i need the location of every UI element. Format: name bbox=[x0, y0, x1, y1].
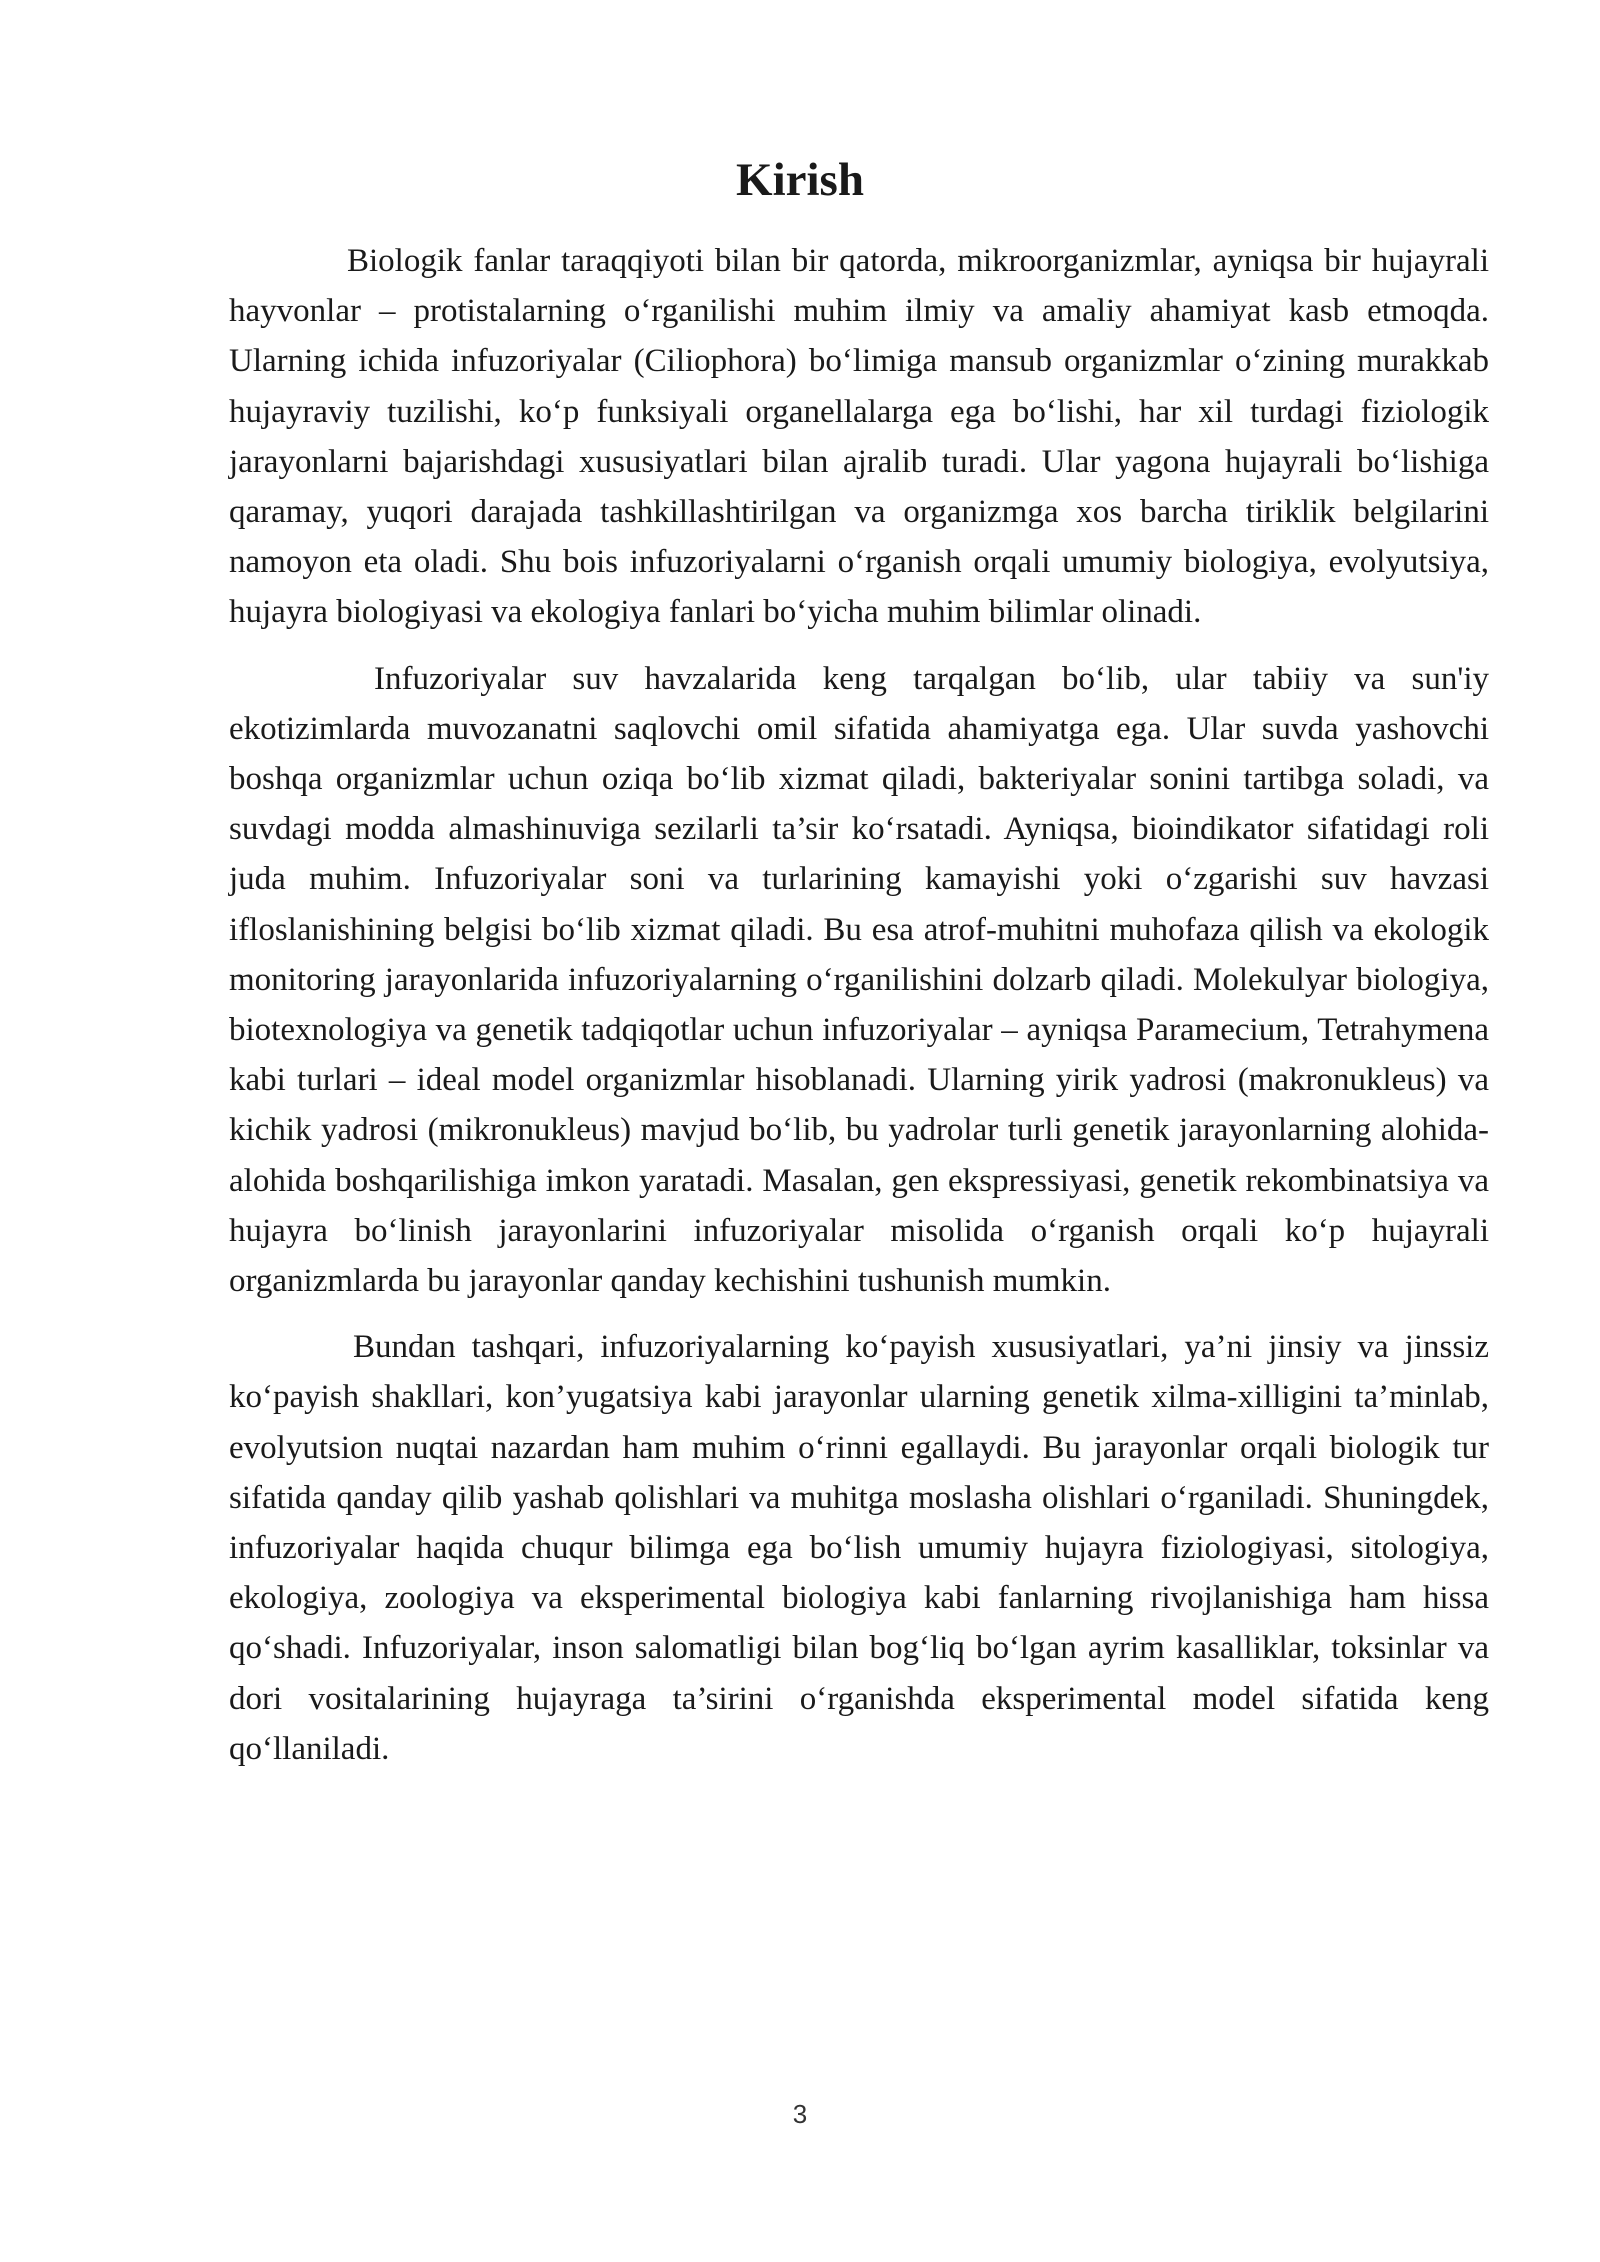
paragraph-2: Infuzoriyalar suv havzalarida keng tarqalgan bo‘lib, ular tabiiy va sun'iy ekotizimlarda muvozanatni saqlovchi omil sifatida ahamiyatga ega. Ular suvda yashovchi boshqa organizmlar uchun oziqa bo‘lib xizmat qiladi, bakteriyalar sonini tartibga soladi, va suvdagi modda almashinuviga sezilarli ta’sir ko‘rsatadi. Ayniqsa, bioindikator sifatidagi roli juda muhim. Infuzoriyalar soni va turlarining kamayishi yoki o‘zgarishi suv havzasi ifloslanishining belgisi bo‘lib xizmat qiladi. Bu esa atrof-muhitni muhofaza qilish va ekologik monitoring jarayonlarida infuzoriyalarning o‘rganilishini dolzarb qiladi. Molekulyar biologiya, biotexnologiya va genetik tadqiqotlar uchun infuzoriyalar – ayniqsa Paramecium, Tetrahymena kabi turlari – ideal model organizmlar hisoblanadi. Ularning yirik yadrosi (makronukleus) va kichik yadrosi (mikronukleus) mavjud bo‘lib, bu yadrolar turli genetik jarayonlarning alohida-alohida boshqarilishiga imkon yaratadi. Masalan, gen ekspressiyasi, genetik rekombinatsiya va hujayra bo‘linish jarayonlarini infuzoriyalar misolida o‘rganish orqali ko‘p hujayrali organizmlarda bu jarayonlar qanday kechishini tushunish mumkin. bbox=[229, 660, 1489, 1300]
page-number: 3 bbox=[792, 2099, 808, 2129]
paragraph-1: Biologik fanlar taraqqiyoti bilan bir qatorda, mikroorganizmlar, ayniqsa bir hujayrali hayvonlar – protistalarning o‘rganilishi muhim ilmiy va amaliy ahamiyat kasb etmoqda. Ularning ichida infuzoriyalar (Ciliophora) bo‘limiga mansub organizmlar o‘zining murakkab hujayraviy tuzilishi, ko‘p funksiyali organellalarga ega bo‘lishi, har xil turdagi fiziologik jarayonlarni bajarishdagi xususiyatlari bilan ajralib turadi. Ular yagona hujayrali bo‘lishiga qaramay, yuqori darajada tashkillashtirilgan va organizmga xos barcha tiriklik belgilarini namoyon eta oladi. Shu bois infuzoriyalarni o‘rganish orqali umumiy biologiya, evolyutsiya, hujayra biologiyasi va ekologiya fanlari bo‘yicha muhim bilimlar olinadi. bbox=[229, 243, 1489, 631]
body-text bbox=[229, 236, 1489, 1790]
paragraph-3: Bundan tashqari, infuzoriyalarning ko‘payish xususiyatlari, ya’ni jinsiy va jinssiz ko‘payish shakllari, kon’yugatsiya kabi jarayonlar ularning genetik xilma-xilligini ta’minlab, evolyutsion nuqtai nazardan ham muhim o‘rinni egallaydi. Bu jarayonlar orqali biologik tur sifatida qanday qilib yashab qolishlari va muhitga moslasha olishlari o‘rganiladi. Shuningdek, infuzoriyalar haqida chuqur bilimga ega bo‘lish umumiy hujayra fiziologiyasi, sitologiya, ekologiya, zoologiya va eksperimental biologiya kabi fanlarning rivojlanishiga ham hissa qo‘shadi. Infuzoriyalar, inson salomatligi bilan bog‘liq bo‘lgan ayrim kasalliklar, toksinlar va dori vositalarining hujayraga ta’sirini o‘rganishda eksperimental model sifatida keng qo‘llaniladi. bbox=[229, 1329, 1489, 1767]
page-title: Kirish bbox=[736, 154, 864, 206]
